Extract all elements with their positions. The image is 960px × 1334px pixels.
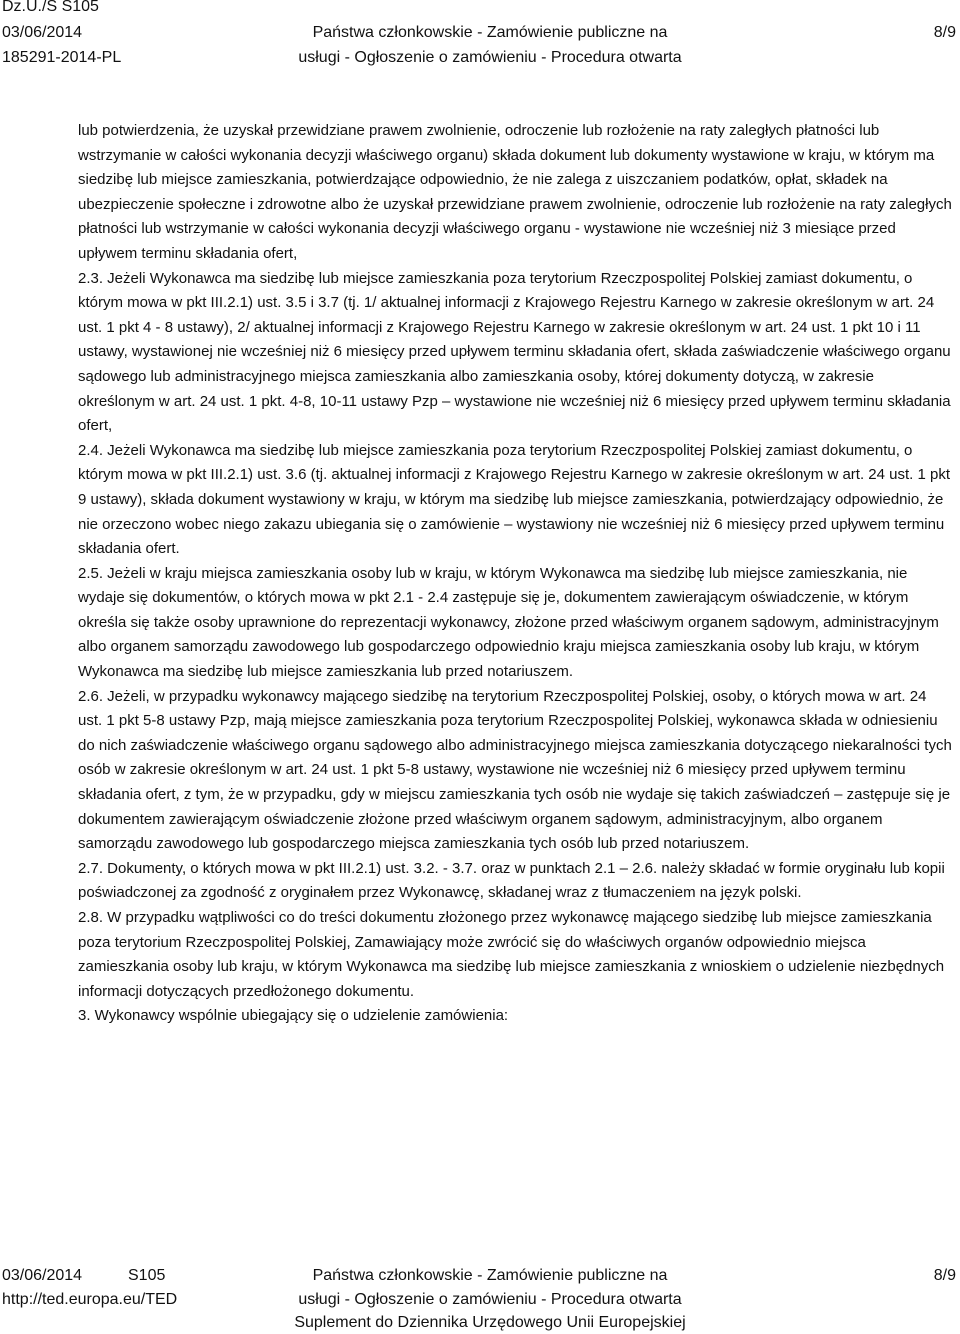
paragraph-3: 3. Wykonawcy wspólnie ubiegający się o udzielenie zamówienia:: [78, 1007, 509, 1025]
header-date: 03/06/2014: [2, 24, 83, 41]
paragraph-2-6: 2.6. Jeżeli, w przypadku wykonawcy mającego siedzibę na terytorium Rzeczpospolitej Polskiej, osoby, o których mowa w art. 24 ust. 1 pkt 5-8 ustawy Pzp, mają miejsce zamieszkania poza terytorium Rzeczpospolitej Polskiej, wykonawca składa w odniesieniu do nich zaświadczenie właściwego organu sądowego albo administracyjnego miejsca zamieszkania dotyczącego niekaralności tych osób w zakresie określonym w art. 24 ust. 1 pkt 5-8 ustawy, wystawione nie wcześniej niż 6 miesięcy przed upływem terminu składania ofert, z tym, że w przypadku, gdy w miejscu zamieszkania tych osób nie wydaje się takich zaświadczeń – zastępuje się je dokumentem zawierającym oświadczenie złożone przed właściwym organem sądowym, administracyjnym, albo organem samorządu zawodowego lub gospodarczego miejsca zamieszkania tych osób lub przed notariuszem.: [78, 687, 952, 853]
paragraph-2-3: 2.3. Jeżeli Wykonawca ma siedzibę lub miejsce zamieszkania poza terytorium Rzeczpospolitej Polskiej zamiast dokumentu, o którym mowa w pkt III.2.1) ust. 3.5 i 3.7 (tj. 1/ aktualnej informacji z Krajowego Rejestru Karnego w zakresie określonym w art. 24 ust. 1 pkt 4 - 8 ustawy), 2/ aktualnej informacji z Krajowego Rejestru Karnego w zakresie określonym w art. 24 ust. 1 pkt 10 i 11 ustawy, wystawionej nie wcześniej niż 6 miesięcy przed upływem terminu składania ofert, składa zaświadczenie właściwego organu sądowego lub administracyjnego miejsca zamieszkania albo zamieszkania osoby, której dokumenty dotyczą, w zakresie określonym w art. 24 ust. 1 pkt. 4-8, 10-11 ustawy Pzp – wystawione nie wcześniej niż 6 miesięcy przed upływem terminu składania ofert,: [78, 269, 951, 435]
document-body: [78, 119, 953, 1029]
footer-title-line1: Państwa członkowskie - Zamówienie publiczne na: [312, 1267, 668, 1284]
header-page-number: 8/9: [933, 24, 956, 41]
paragraph-2-7: 2.7. Dokumenty, o których mowa w pkt III.2.1) ust. 3.2. - 3.7. oraz w punktach 2.1 – 2.6. należy składać w formie oryginału lub kopii poświadczonej za zgodność z oryginałem przez Wykonawcę, składanej wraz z tłumaczeniem na język polski.: [78, 859, 945, 902]
footer-date: 03/06/2014: [2, 1267, 83, 1284]
paragraph-2-4: 2.4. Jeżeli Wykonawca ma siedzibę lub miejsce zamieszkania poza terytorium Rzeczpospolitej Polskiej zamiast dokumentu, o którym mowa w pkt III.2.1) ust. 3.6 (tj. aktualnej informacji z Krajowego Rejestru Karnego w zakresie określonym w art. 24 ust. 1 pkt 9 ustawy), składa dokument wystawiony w kraju, w którym ma siedzibę lub miejsce zamieszkania, potwierdzający odpowiednio, że nie orzeczono wobec niego zakazu ubiegania się o zamówienie – wystawiony nie wcześniej niż 6 miesięcy przed upływem terminu składania ofert.: [78, 441, 951, 558]
header-doc-id: 185291-2014-PL: [2, 49, 122, 66]
header-journal: Dz.U./S S105: [2, 0, 99, 15]
header-title-line1: Państwa członkowskie - Zamówienie publiczne na: [312, 24, 668, 41]
footer-edition: S105: [128, 1267, 166, 1284]
header-title-line2: usługi - Ogłoszenie o zamówieniu - Procedura otwarta: [298, 49, 682, 66]
paragraph-2-8: 2.8. W przypadku wątpliwości co do treści dokumentu złożonego przez wykonawcę mającego siedzibę lub miejsce zamieszkania poza terytorium Rzeczpospolitej Polskiej, Zamawiający może zwrócić się do właściwych organów odpowiednio miejsca zamieszkania osoby lub kraju, w którym Wykonawca ma siedzibę lub miejsce zamieszkania z wnioskiem o udzielenie niezbędnych informacji dotyczących przedłożonego dokumentu.: [78, 909, 945, 1000]
paragraph-continuation: lub potwierdzenia, że uzyskał przewidziane prawem zwolnienie, odroczenie lub rozłożenie na raty zaległych płatności lub wstrzymanie w całości wykonania decyzji właściwego organu) składa dokument lub dokumenty wystawione w kraju, w którym ma siedzibę lub miejsce zamieszkania, potwierdzające odpowiednio, że nie zalega z uiszczaniem podatków, opłat, składek na ubezpieczenie społeczne i zdrowotne albo że uzyskał przewidziane prawem zwolnienie, odroczenie lub rozłożenie na raty zaległych płatności lub wstrzymanie w całości wykonania decyzji właściwego organu - wystawione nie wcześniej niż 3 miesiące przed upływem terminu składania ofert,: [78, 122, 952, 262]
footer-page-number: 8/9: [933, 1267, 956, 1284]
paragraph-2-5: 2.5. Jeżeli w kraju miejsca zamieszkania osoby lub w kraju, w którym Wykonawca ma siedzibę lub miejsce zamieszkania, nie wydaje się dokumentów, o których mowa w pkt 2.1 - 2.4 zastępuje się je, dokumentem zawierającym oświadczenie, w którym określa się także osoby uprawnione do reprezentacji wykonawcy, złożone przed właściwym organem sądowym, administracyjnym albo organem samorządu zawodowego lub gospodarczego odpowiednio kraju miejsca zamieszkania osoby lub kraju, w którym Wykonawca ma siedzibę lub miejsce zamieszkania lub przed notariuszem.: [78, 564, 939, 681]
footer-title-line3: Suplement do Dziennika Urzędowego Unii Europejskiej: [294, 1314, 686, 1331]
footer-title-line2: usługi - Ogłoszenie o zamówieniu - Procedura otwarta: [298, 1291, 682, 1308]
footer-url: http://ted.europa.eu/TED: [2, 1291, 178, 1308]
